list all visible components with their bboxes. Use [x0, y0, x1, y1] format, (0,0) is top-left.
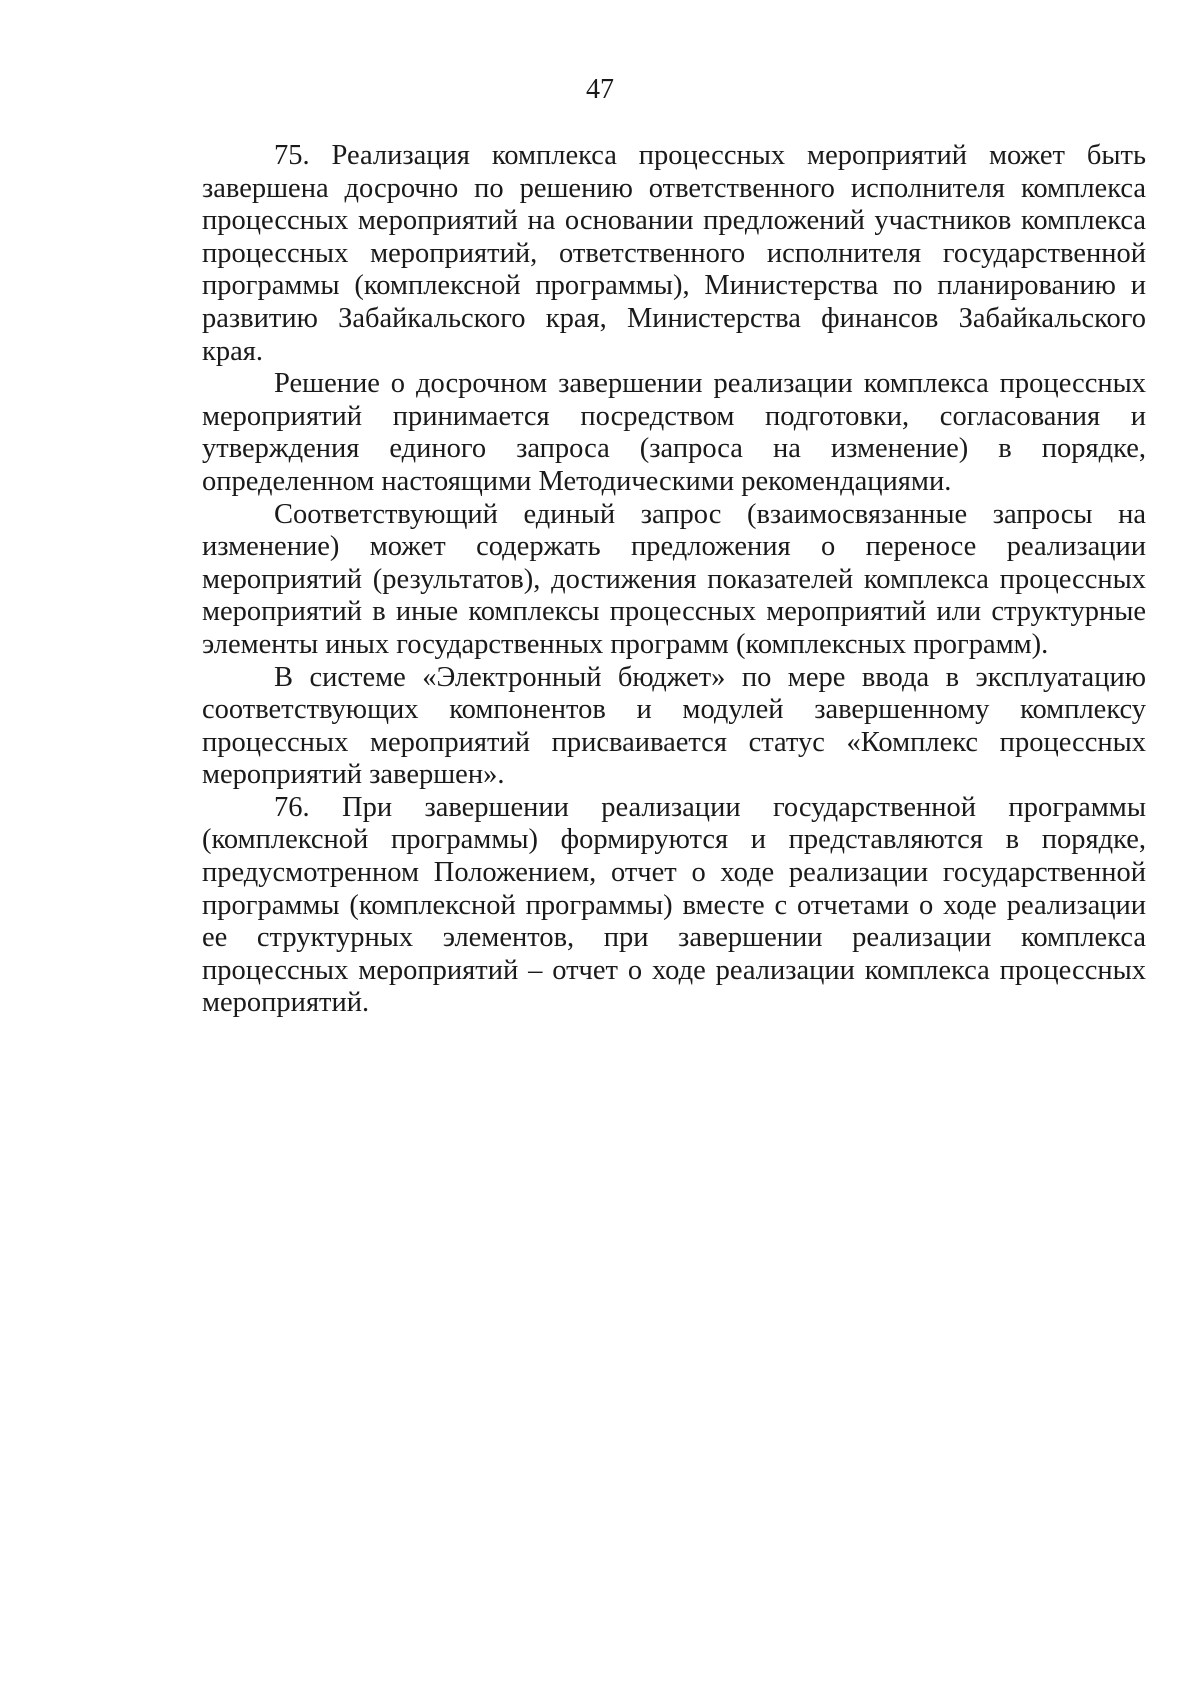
- paragraph-early-completion-decision: Решение о досрочном завершении реализации комплекса процессных мероприятий принимается посредством подготовки, согласования и утверждения единого запроса (запроса на изменение) в порядке, определенном настоящими Методическими рекомендациями.: [202, 368, 1146, 497]
- paragraph-76: 76. При завершении реализации государственной программы (комплексной программы) формируются и представляются в порядке, предусмотренном Положением, отчет о ходе реализации государственной программы (комплексной программы) вместе с отчетами о ходе реализации ее структурных элементов, при завершении реализации комплекса процессных мероприятий – отчет о ходе реализации комплекса процессных мероприятий.: [202, 791, 1146, 1019]
- document-body: [202, 140, 1146, 1020]
- paragraph-unified-request: Соответствующий единый запрос (взаимосвязанные запросы на изменение) может содержать предложения о переносе реализации мероприятий (результатов), достижения показателей комплекса процессных мероприятий в иные комплексы процессных мероприятий или структурные элементы иных государственных программ (комплексных программ).: [202, 498, 1146, 660]
- page-number: 47: [586, 74, 614, 105]
- paragraph-75: 75. Реализация комплекса процессных мероприятий может быть завершена досрочно по решению ответственного исполнителя комплекса процессных мероприятий на основании предложений участников комплекса процессных мероприятий, ответственного исполнителя государственной программы (комплексной программы), Министерства по планированию и развитию Забайкальского края, Министерства финансов Забайкальского края.: [202, 140, 1146, 367]
- paragraph-electronic-budget-status: В системе «Электронный бюджет» по мере ввода в эксплуатацию соответствующих компонентов и модулей завершенному комплексу процессных мероприятий присваивается статус «Комплекс процессных мероприятий завершен».: [202, 661, 1146, 791]
